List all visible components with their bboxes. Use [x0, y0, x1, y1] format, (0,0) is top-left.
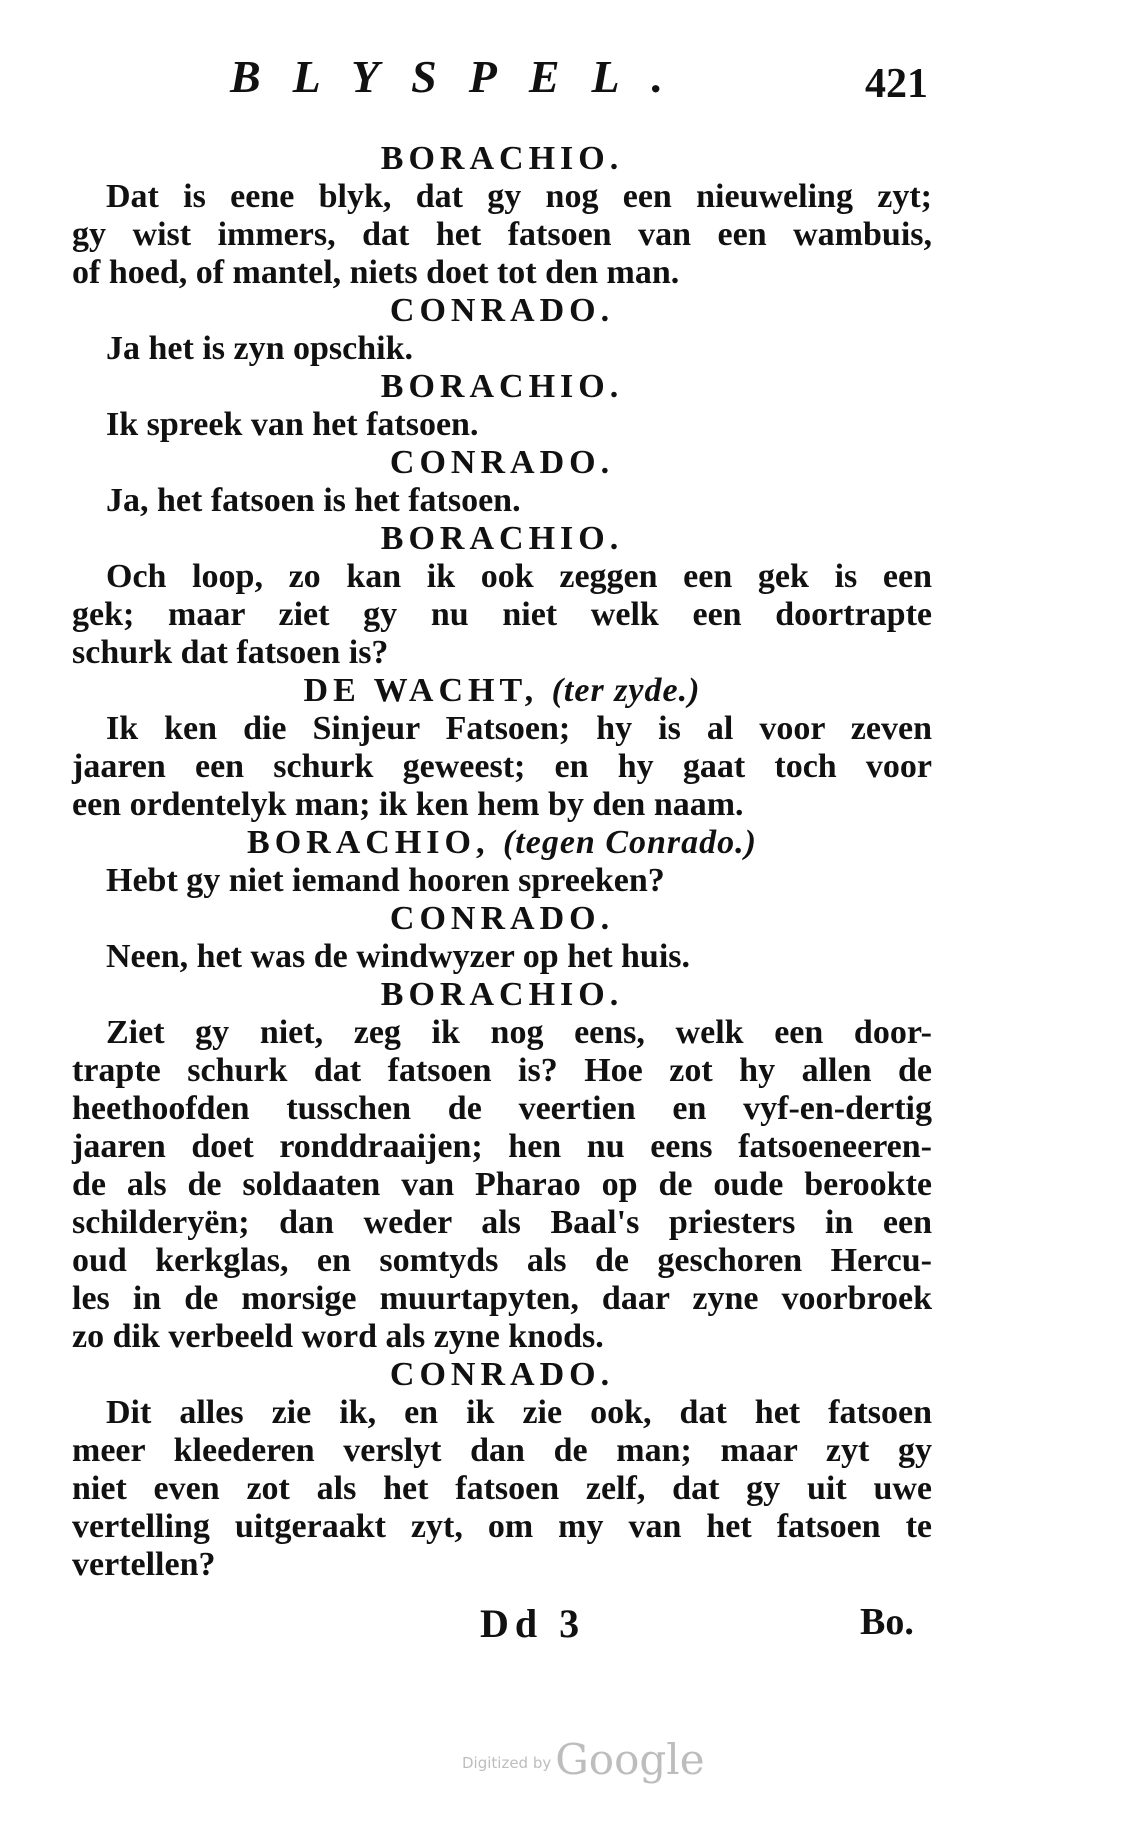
dialogue-line: Ik spreek van het fatsoen. [106, 406, 479, 443]
dialogue-line: de als de soldaaten van Pharao op de oude berookte [72, 1166, 932, 1203]
speaker-name: BORACHIO. [380, 140, 624, 177]
dialogue-line: vertellen? [72, 1546, 216, 1583]
dialogue-line: meer kleederen verslyt dan de man; maar zyt gy [72, 1432, 932, 1469]
speaker-name: BORACHIO. [380, 520, 624, 557]
dialogue-line: gy wist immers, dat het fatsoen van een wambuis, [72, 216, 932, 253]
watermark-brand: Google [555, 1735, 705, 1784]
speaker-name: BORACHIO. [380, 368, 624, 405]
digitization-watermark [462, 1735, 705, 1784]
dialogue-line: Och loop, zo kan ik ook zeggen een gek is een [106, 558, 932, 595]
speaker-heading [72, 900, 932, 938]
page-number: 421 [865, 61, 928, 107]
dialogue-line: Hebt gy niet iemand hooren spreeken? [106, 862, 665, 899]
dialogue-line: vertelling uitgeraakt zyt, om my van het fatsoen te [72, 1508, 932, 1545]
dialogue-line: les in de morsige muurtapyten, daar zyne voorbroek [72, 1280, 932, 1317]
dialogue-line: Ja, het fatsoen is het fatsoen. [106, 482, 521, 519]
speaker-heading [72, 520, 932, 558]
running-head: BLYSPEL. [230, 51, 696, 102]
dialogue-line: zo dik verbeeld word als zyne knods. [72, 1318, 604, 1355]
speaker-heading [72, 672, 932, 710]
play-text [72, 140, 932, 1584]
speaker-name: CONRADO. [389, 444, 615, 481]
speaker-name: BORACHIO, [247, 824, 490, 861]
speaker-name: CONRADO. [389, 1356, 615, 1393]
speaker-name: CONRADO. [389, 900, 615, 937]
speaker-heading [72, 140, 932, 178]
signature-mark: Dd 3 [480, 1601, 586, 1646]
catchword: Bo. [860, 1601, 914, 1643]
dialogue-line: een ordentelyk man; ik ken hem by den naam. [72, 786, 744, 823]
dialogue-line: Dat is eene blyk, dat gy nog een nieuweling zyt; [106, 178, 932, 215]
speaker-heading [72, 444, 932, 482]
dialogue-line: niet even zot als het fatsoen zelf, dat gy uit uwe [72, 1470, 932, 1507]
dialogue-line: oud kerkglas, en somtyds als de geschoren Hercu- [72, 1242, 932, 1279]
stage-direction: (ter zyde.) [551, 672, 701, 709]
speaker-heading [72, 292, 932, 330]
speaker-name: BORACHIO. [380, 976, 624, 1013]
speaker-heading [72, 976, 932, 1014]
dialogue-line: Neen, het was de windwyzer op het huis. [106, 938, 691, 975]
dialogue-line: jaaren een schurk geweest; en hy gaat toch voor [72, 748, 932, 785]
dialogue-line: Ziet gy niet, zeg ik nog eens, welk een door- [106, 1014, 932, 1051]
watermark-prefix: Digitized by [462, 1754, 552, 1772]
speaker-heading [72, 1356, 932, 1394]
speaker-heading [72, 368, 932, 406]
stage-direction: (tegen Conrado.) [502, 824, 757, 861]
dialogue-line: of hoed, of mantel, niets doet tot den man. [72, 254, 680, 291]
dialogue-line: gek; maar ziet gy nu niet welk een doortrapte [72, 596, 932, 633]
dialogue-line: trapte schurk dat fatsoen is? Hoe zot hy allen de [72, 1052, 932, 1089]
dialogue-line: heethoofden tusschen de veertien en vyf-en-dertig [72, 1090, 932, 1127]
dialogue-line: schilderyën; dan weder als Baal's priesters in een [72, 1204, 932, 1241]
dialogue-line: Ja het is zyn opschik. [106, 330, 413, 367]
speaker-heading [72, 824, 932, 862]
speaker-name: DE WACHT, [303, 672, 539, 709]
dialogue-line: Dit alles zie ik, en ik zie ook, dat het fatsoen [106, 1394, 932, 1431]
dialogue-line: schurk dat fatsoen is? [72, 634, 389, 671]
speaker-name: CONRADO. [389, 292, 615, 329]
dialogue-line: jaaren doet ronddraaijen; hen nu eens fatsoeneeren- [72, 1128, 932, 1165]
dialogue-line: Ik ken die Sinjeur Fatsoen; hy is al voor zeven [106, 710, 932, 747]
